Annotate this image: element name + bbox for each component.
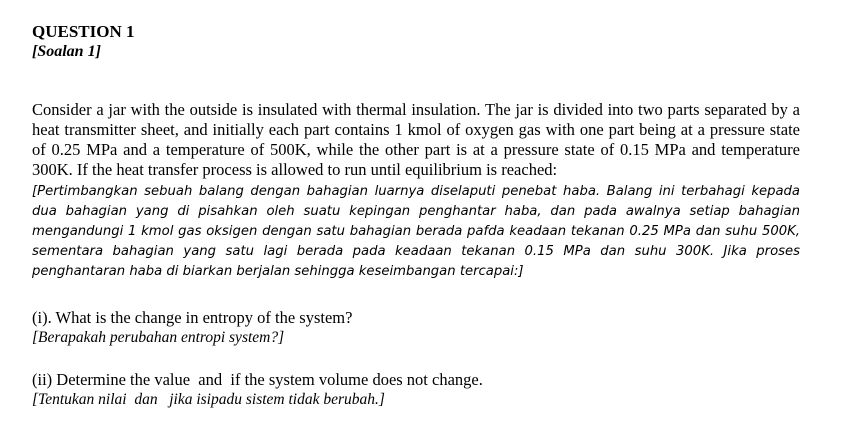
problem-statement-malay: [Pertimbangkan sebuah balang dengan bahagian luarnya diselaputi penebat haba. Balang ini terbahagi kepada dua bahagian yang di pisahkan oleh suatu kepingan penghantar haba, dan pada awalnya setiap bahagian mengandungi 1 kmol gas oksigen dengan satu bahagian berada pafda keadaan tekanan 0.25 MPa dan suhu 500K, sementara bahagian yang satu lagi berada pada keadaan tekanan 0.15 MPa dan suhu 300K. Jika proses penghantaran haba di biarkan berjalan sehingga keseimbangan tercapai:]	[32, 184, 800, 279]
question-page	[32, 22, 800, 410]
problem-statement-english: Consider a jar with the outside is insulated with thermal insulation. The jar is divided into two parts separated by a heat transmitter sheet, and initially each part contains 1 kmol of oxygen gas with one part being at a pressure state of 0.25 MPa and a temperature of 500K, while the other part is at a pressure state of 0.15 MPa and temperature 300K. If the heat transfer process is allowed to run until equilibrium is reached:	[32, 100, 800, 179]
part-i-malay: [Berapakah perubahan entropi system?]	[32, 329, 285, 346]
part-ii	[32, 370, 800, 410]
question-title: QUESTION 1	[32, 22, 135, 41]
question-subtitle: [Soalan 1]	[32, 43, 101, 60]
part-i-english: (i). What is the change in entropy of the system?	[32, 308, 353, 327]
part-ii-english: (ii) Determine the value and if the system volume does not change.	[32, 370, 483, 389]
part-ii-malay: [Tentukan nilai dan jika isipadu sistem tidak berubah.]	[32, 391, 385, 408]
part-i	[32, 308, 800, 348]
